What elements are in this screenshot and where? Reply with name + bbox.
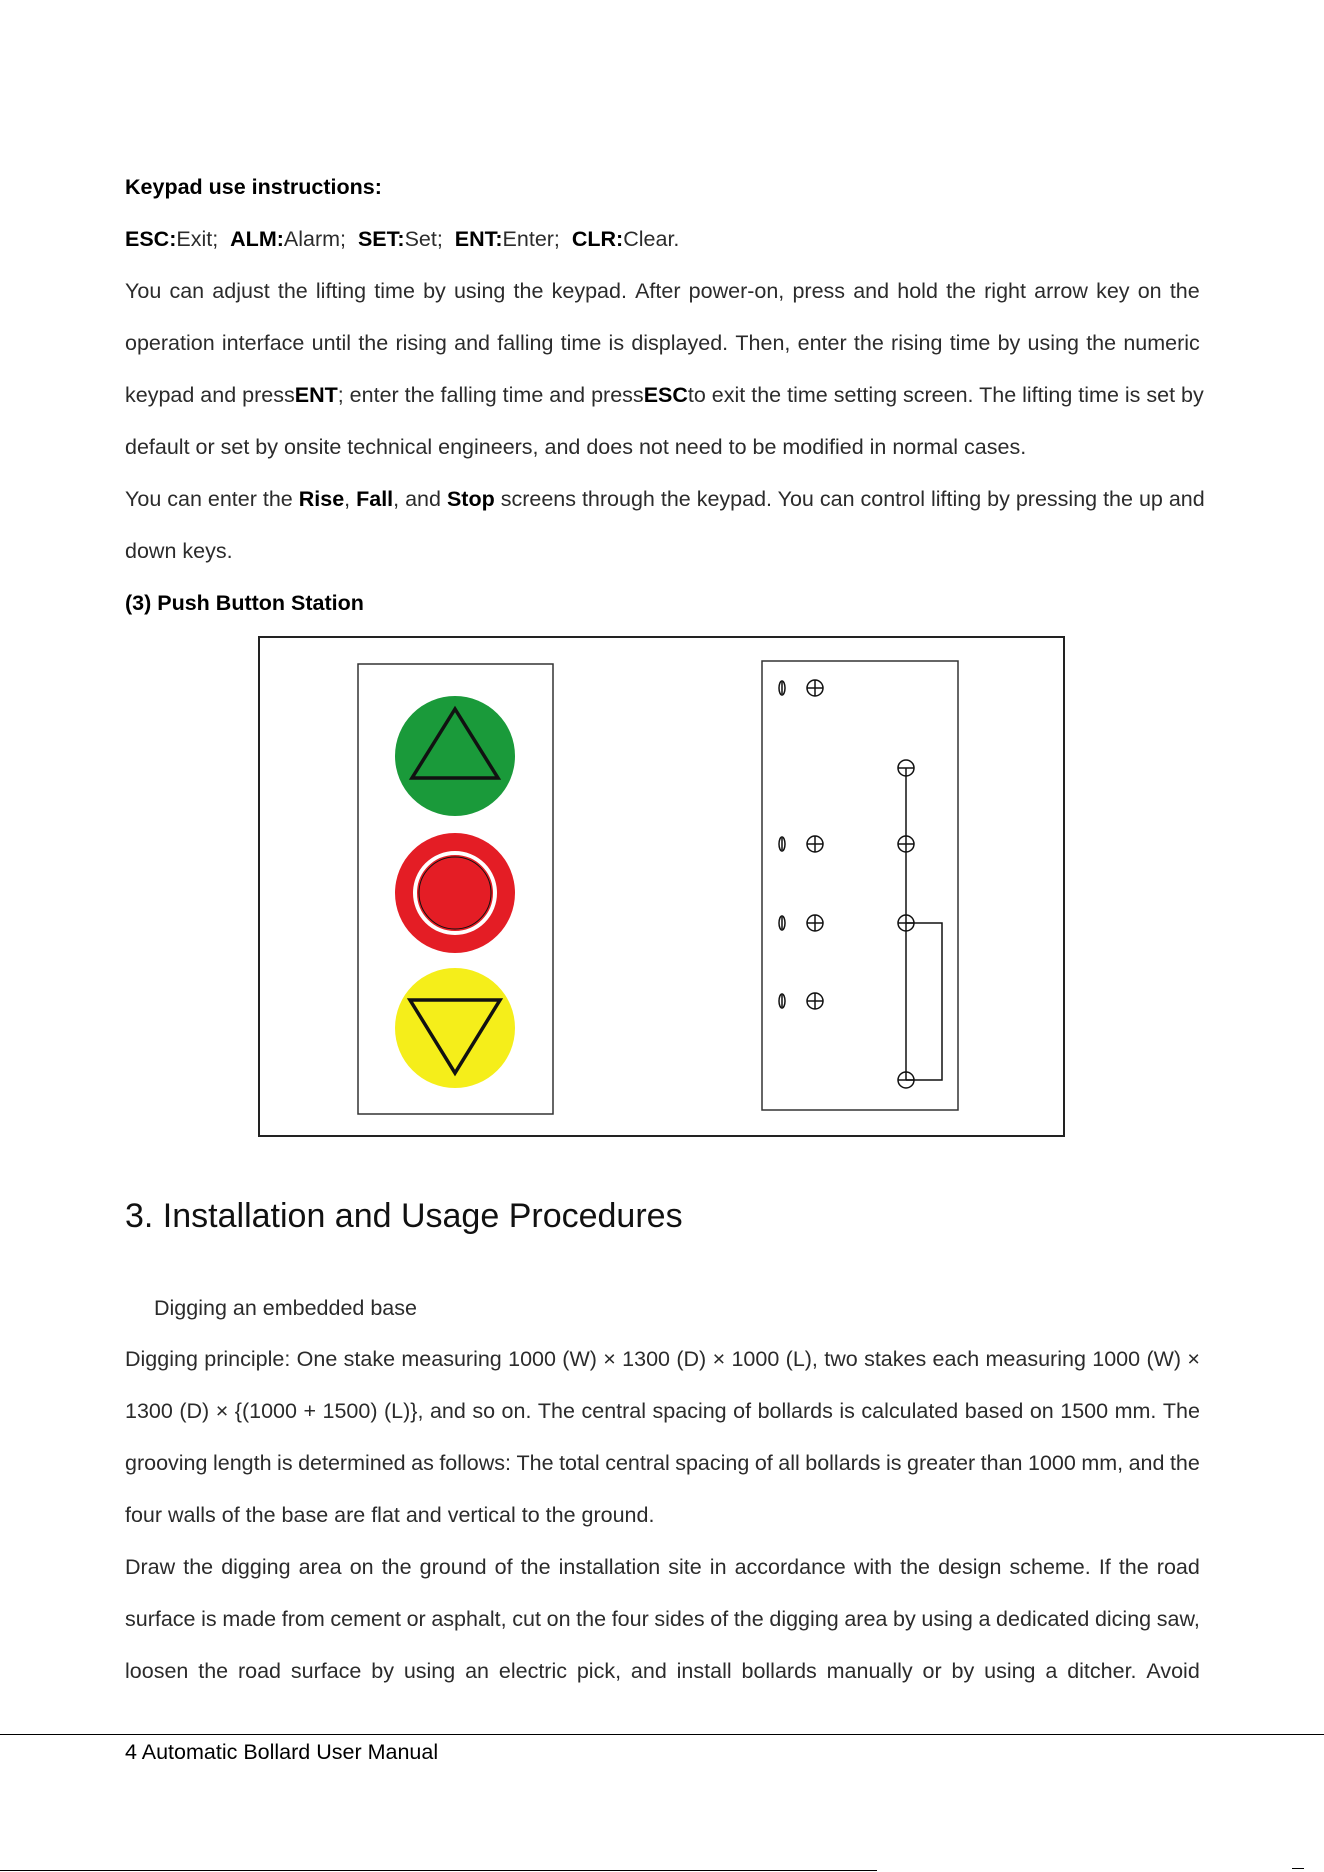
stop-ref: Stop <box>446 487 495 511</box>
keypad-heading: Keypad use instructions: <box>125 175 382 199</box>
para2-line1: You can enter the Rise, Fall, and Stop screens through the keypad. You can control lifting by pressing the up and <box>125 487 1205 511</box>
esc-key-ref: ESC <box>643 383 688 407</box>
para3-line1: Digging principle: One stake measuring 1000 (W) × 1300 (D) × 1000 (L), two stakes each measuring 1000 (W) × <box>125 1347 1200 1371</box>
push-button-heading: (3) Push Button Station <box>125 591 364 615</box>
key-esc-label: Exit; <box>176 227 219 251</box>
back-panel <box>762 661 958 1110</box>
rise-ref: Rise <box>298 487 345 511</box>
para4-line2: surface is made from cement or asphalt, cut on the four sides of the digging area by using a dedicated dicing saw, <box>125 1607 1200 1631</box>
up-arrow-button-icon <box>395 696 515 816</box>
key-clr-label: Clear. <box>623 227 680 251</box>
para1-line3 <box>125 380 1204 410</box>
bottom-rule <box>0 1870 877 1871</box>
para4-line1: Draw the digging area on the ground of the installation site in accordance with the design scheme. If the road <box>125 1555 1200 1579</box>
key-alm: ALM: <box>230 227 284 251</box>
subheading: Digging an embedded base <box>154 1296 417 1320</box>
key-esc: ESC: <box>125 227 177 251</box>
para2-line2: down keys. <box>125 539 233 563</box>
para1-line1: You can adjust the lifting time by using the keypad. After power-on, press and hold the right arrow key on the <box>125 279 1200 303</box>
page-footer: 4 Automatic Bollard User Manual <box>125 1740 439 1764</box>
fall-ref: Fall <box>356 487 394 511</box>
stop-button-icon <box>395 833 515 953</box>
down-arrow-button-icon <box>395 968 515 1088</box>
key-alm-label: Alarm; <box>283 227 347 251</box>
para3-line2: 1300 (D) × {(1000 + 1500) (L)}, and so on. The central spacing of bollards is calculated based on 1500 mm. The <box>125 1399 1200 1423</box>
key-clr: CLR: <box>571 227 624 251</box>
ent-key-ref: ENT <box>294 383 338 407</box>
para1-line2: operation interface until the rising and falling time is displayed. Then, enter the rising time by using the numeric <box>125 331 1200 355</box>
para3-line3: grooving length is determined as follows: The total central spacing of all bollards is greater than 1000 mm, and the <box>125 1451 1200 1475</box>
para1-line4: default or set by onsite technical engineers, and does not need to be modified in normal cases. <box>125 435 1027 459</box>
key-set-label: Set; <box>404 227 443 251</box>
push-button-station-figure <box>258 636 1065 1137</box>
para3-line4: four walls of the base are flat and vertical to the ground. <box>125 1503 655 1527</box>
keypad-key-list <box>125 224 1200 254</box>
key-ent-label: Enter; <box>502 227 560 251</box>
footer-rule <box>0 1734 1324 1735</box>
para4-line3: loosen the road surface by using an electric pick, and install bollards manually or by using a ditcher. Avoid <box>125 1659 1200 1683</box>
section-title: 3. Installation and Usage Procedures <box>125 1197 683 1235</box>
key-ent: ENT: <box>454 227 503 251</box>
bottom-tick <box>1292 1868 1304 1869</box>
para1-line3-text: keypad and pressENT; enter the falling time and pressESCto exit the time setting screen. The lifting time is set by <box>125 383 1204 407</box>
key-set: SET: <box>357 227 405 251</box>
